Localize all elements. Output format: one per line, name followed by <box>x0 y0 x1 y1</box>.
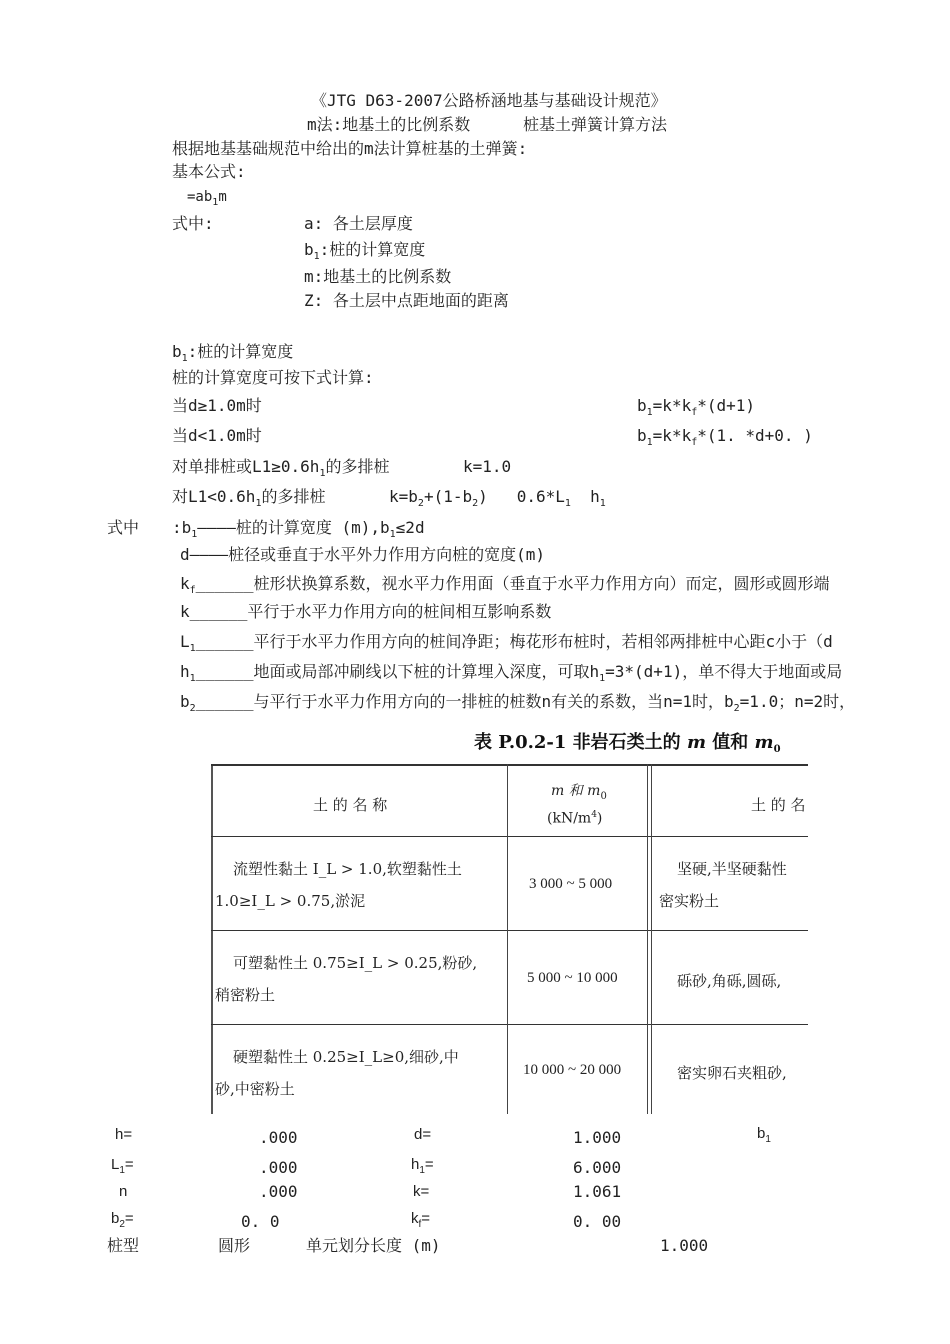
legend-kf: $k_f\_\_\_\_\_\_$桩形状换算系数，视水平力作用面（垂直于水平力作用方向）而定，圆形或圆形端 <box>180 574 830 596</box>
table-row1-right-line1: 坚硬,半坚硬黏性 <box>677 860 787 878</box>
case1-formula: $b_1=k*k_f*(d+1)$ <box>637 396 756 418</box>
table-row1-left-line2: 1.0≥I_L > 0.75,淤泥 <box>215 892 366 910</box>
table-row2-left-line2: 稍密粉土 <box>215 986 276 1004</box>
table-title: 表 P.0.2-1 非岩石类土的 m 值和 $m_0$ <box>474 732 781 755</box>
param-b2-value: 0. 0 <box>241 1212 280 1231</box>
definition-b1: $b_1$:桩的计算宽度 <box>304 240 426 262</box>
table-row2-left-line1: 可塑黏性土 0.75≥I_L > 0.25,粉砂, <box>233 954 478 972</box>
legend-label: 式中 <box>107 518 140 537</box>
definition-a: a: 各土层厚度 <box>304 214 413 233</box>
width-heading: $b_1$:桩的计算宽度 <box>172 342 294 364</box>
table-header-unit: $(kN/m^4)$ <box>547 810 603 827</box>
legend-d: d————桩径或垂直于水平外力作用方向桩的宽度(m) <box>180 545 546 564</box>
multi-row-rule: 对$L1<0.6h_1$的多排桩 <box>172 487 326 509</box>
legend-b1: $:b_1————$桩的计算宽度 $(m),b_1\le 2d$ <box>172 518 425 540</box>
single-row-rule: 对单排桩或$L1\ge 0.6h_1$的多排桩 <box>172 457 390 479</box>
case1-label: 当d≥1.0m时 <box>172 396 262 415</box>
legend-b2: $b_2\_\_\_\_\_\_$与平行于水平力作用方向的一排桩的桩数n有关的系数，当n=1时，$b_2=1.0$；n=2时， <box>180 692 856 714</box>
param-k-label: k= <box>413 1183 430 1200</box>
table-row3-right-line1: 密实卵石夹粗砂, <box>677 1064 787 1082</box>
param-h1-value: 6.000 <box>573 1158 622 1177</box>
multi-row-k: $k=b_2+(1-b_2)$ $0.6*L_1$ $h_1$ <box>389 487 606 509</box>
segment-length-label: 单元划分长度 (m) <box>306 1236 441 1255</box>
document-title: 《JTG D63-2007公路桥涵地基与基础设计规范》 <box>311 91 667 110</box>
param-n-label: n <box>119 1183 128 1200</box>
param-h-value: .000 <box>259 1128 298 1147</box>
param-k-value: 1.061 <box>573 1182 622 1201</box>
where-label: 式中: <box>172 214 214 233</box>
legend-h1: $h_1\_\_\_\_\_\_$地面或局部冲刷线以下桩的计算埋入深度，可取$h_1=3*(d+1)$，单不得大于地面或局 <box>180 662 843 684</box>
param-l1-label: $L_1=$ <box>111 1156 134 1176</box>
definition-m: m:地基土的比例系数 <box>304 267 452 286</box>
legend-k: k______平行于水平力作用方向的桩间相互影响系数 <box>180 602 552 621</box>
param-h-label: h= <box>115 1126 133 1143</box>
table-header-soil-name: 土 的 名 称 <box>313 796 388 814</box>
table-row3-left-line2: 砂,中密粉土 <box>215 1080 295 1098</box>
legend-l1: $L_1\_\_\_\_\_\_$平行于水平力作用方向的桩间净距；梅花形布桩时，若相邻两排桩中心距c小于（d <box>180 632 833 654</box>
table-row1-value: 3 000 ~ 5 000 <box>529 876 613 892</box>
param-h1-label: $h_1=$ <box>411 1156 434 1176</box>
basic-formula-label: 基本公式: <box>172 162 246 181</box>
param-kf-value: 0. 00 <box>573 1212 622 1231</box>
subtitle-spring-method: 桩基土弹簧计算方法 <box>523 115 668 134</box>
pile-type-value: 圆形 <box>218 1236 251 1255</box>
table-row3-left-line1: 硬塑黏性土 0.25≥I_L≥0,细砂,中 <box>233 1048 459 1066</box>
case2-label: 当d<1.0m时 <box>172 426 262 445</box>
segment-length-value: 1.000 <box>660 1236 709 1255</box>
param-d-value: 1.000 <box>573 1128 622 1147</box>
table-row1-left-line1: 流塑性黏土 I_L > 1.0,软塑黏性土 <box>233 860 462 878</box>
intro-line: 根据地基基础规范中给出的m法计算桩基的土弹簧: <box>172 139 528 158</box>
width-intro: 桩的计算宽度可按下式计算: <box>172 368 374 387</box>
param-b1-label: $b_1$ <box>757 1125 771 1145</box>
param-kf-label: $k_f=$ <box>411 1210 431 1230</box>
table-row3-value: 10 000 ~ 20 000 <box>523 1062 622 1078</box>
case2-formula: $b_1=k*k_f*(1$. *d+0. ) <box>637 426 813 448</box>
subtitle-m-method: m法:地基土的比例系数 <box>307 115 471 134</box>
param-l1-value: .000 <box>259 1158 298 1177</box>
param-n-value: .000 <box>259 1182 298 1201</box>
param-b2-label: $b_2=$ <box>111 1210 134 1230</box>
table-header-soil-name-2: 土 的 名 <box>751 796 806 814</box>
pile-type-label: 桩型 <box>107 1236 140 1255</box>
param-d-label: d= <box>414 1126 432 1143</box>
table-row1-right-line2: 密实粉土 <box>659 892 720 910</box>
m-value-table <box>211 724 808 1114</box>
basic-formula: $=ab_1m$ <box>187 189 227 208</box>
single-row-k: k=1.0 <box>463 457 512 476</box>
table-header-m-value: m 和 $m_0$ <box>551 783 607 802</box>
table-row2-right-line1: 砾砂,角砾,圆砾, <box>677 972 782 990</box>
definition-z: Z: 各土层中点距地面的距离 <box>304 291 509 310</box>
table-row2-value: 5 000 ~ 10 000 <box>527 970 618 986</box>
